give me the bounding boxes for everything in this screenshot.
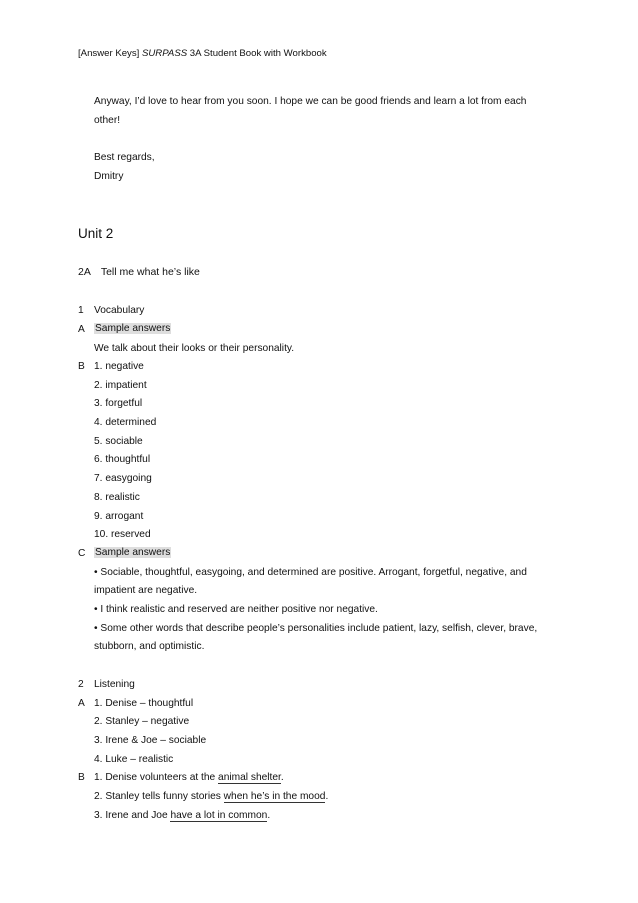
section-1-c-label: Sample answers <box>95 547 171 558</box>
item-punctuation: . <box>325 791 329 802</box>
letter-signature-name: Dmitry <box>94 171 124 182</box>
letter-closing-line-1: Anyway, I’d love to hear from you soon. I hope we can be good friends and learn a lot from each <box>94 96 527 107</box>
section-2-b-item <box>94 810 270 821</box>
section-1-b-item: 6. thoughtful <box>94 454 151 465</box>
section-2-a-item: 4. Luke – realistic <box>94 754 174 765</box>
section-1-a-label: Sample answers <box>95 323 171 334</box>
section-1-c-line: • Some other words that describe people’s personalities include patient, lazy, selfish, clever, brave, <box>94 623 538 634</box>
header-prefix: [Answer Keys] <box>78 48 142 59</box>
page-header <box>78 48 327 59</box>
section-2-a-item: 3. Irene & Joe – sociable <box>94 735 207 746</box>
underlined-answer: have a lot in common <box>170 810 268 821</box>
section-2-b-letter: B <box>78 772 85 783</box>
section-1-b-item: 2. impatient <box>94 380 147 391</box>
section-1-a-answer: We talk about their looks or their personality. <box>94 343 295 354</box>
section-1-c-line: impatient are negative. <box>94 585 198 596</box>
letter-sign-off: Best regards, <box>94 152 155 163</box>
section-1-b-letter: B <box>78 361 85 372</box>
lesson-heading <box>78 266 200 278</box>
section-1-b-item: 5. sociable <box>94 436 143 447</box>
section-1-b-item: 8. realistic <box>94 492 140 503</box>
header-book-title: SURPASS <box>141 48 188 59</box>
header-suffix: 3A Student Book with Workbook <box>187 48 327 59</box>
item-text: 1. Denise volunteers at the <box>94 772 219 783</box>
section-1-b-item: 7. easygoing <box>94 473 152 484</box>
section-1-b-item: 4. determined <box>94 417 157 428</box>
item-text: 3. Irene and Joe <box>94 810 171 821</box>
underlined-answer: animal shelter <box>218 772 281 783</box>
item-punctuation: . <box>280 772 284 783</box>
section-2-b-item <box>94 772 284 783</box>
section-2-number: 2 <box>78 679 84 690</box>
section-2-a-item: 1. Denise – thoughtful <box>94 698 194 709</box>
section-1-b-item: 9. arrogant <box>94 511 144 522</box>
lesson-title: Tell me what he’s like <box>100 266 200 278</box>
section-1-a-letter: A <box>78 324 85 335</box>
item-punctuation: . <box>267 810 271 821</box>
section-1-c-line: stubborn, and optimistic. <box>94 641 205 652</box>
letter-closing-line-2: other! <box>94 115 121 126</box>
section-1-b-item: 3. forgetful <box>94 398 143 409</box>
lesson-code: 2A <box>78 266 91 278</box>
section-1-number: 1 <box>78 305 84 316</box>
section-1-title: Vocabulary <box>94 305 145 316</box>
item-text: 2. Stanley tells funny stories <box>94 791 224 802</box>
section-1-c-letter: C <box>78 548 86 559</box>
section-2-title: Listening <box>94 679 135 690</box>
section-1-c-line: • I think realistic and reserved are neither positive nor negative. <box>94 604 378 615</box>
unit-heading: Unit 2 <box>78 226 114 241</box>
underlined-answer: when he’s in the mood <box>223 791 326 802</box>
section-2-a-letter: A <box>78 698 85 709</box>
section-1-b-item: 10. reserved <box>94 529 151 540</box>
section-2-b-item <box>94 791 328 802</box>
section-1-c-line: • Sociable, thoughtful, easygoing, and determined are positive. Arrogant, forgetful, negative, and <box>94 567 527 578</box>
section-2-a-item: 2. Stanley – negative <box>94 716 190 727</box>
section-1-b-item: 1. negative <box>94 361 144 372</box>
